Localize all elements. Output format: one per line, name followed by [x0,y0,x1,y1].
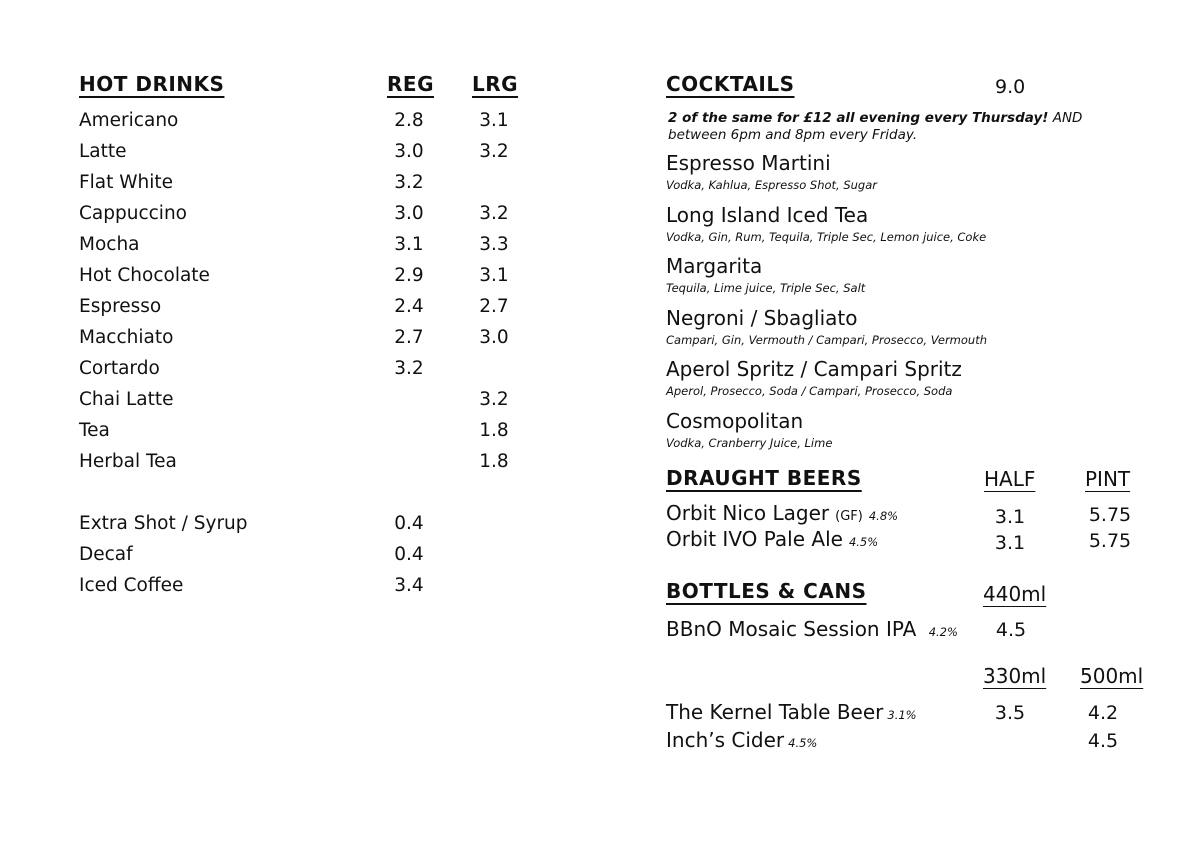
menu-item-name: Tea [79,420,110,441]
size-440ml-heading: 440ml [983,582,1047,606]
list-item [666,527,878,551]
item-name: Inch’s Cider [666,728,785,752]
list-item [666,501,898,525]
cocktail-ingredients: Vodka, Gin, Rum, Tequila, Triple Sec, Lemon juice, Coke [666,229,987,244]
extra-item-name: Extra Shot / Syrup [79,513,248,534]
cocktails-promo [668,110,1138,144]
cocktail-name: Espresso Martini [666,151,831,175]
list-item [666,728,817,752]
extra-item-price: 0.4 [394,544,424,565]
item-price-half: 3.1 [994,532,1026,554]
cocktail-name: Long Island Iced Tea [666,202,869,227]
extra-item-name: Iced Coffee [79,575,184,596]
item-price-pint: 5.75 [1088,504,1132,526]
cocktail-ingredients: Tequila, Lime juice, Triple Sec, Salt [666,281,866,295]
menu-item-name: Americano [79,110,179,131]
menu-item-reg-price: 2.7 [394,327,424,348]
menu-item-lrg-price: 3.3 [479,234,509,255]
extra-item-price: 3.4 [394,575,424,596]
item-name: BBnO Mosaic Session IPA [666,617,917,641]
hot-drinks-heading: HOT DRINKS [79,72,225,96]
menu-item-reg-price: 2.4 [394,296,424,317]
item-price-330ml: 3.5 [994,702,1026,724]
menu-item-lrg-price: 3.1 [479,265,509,286]
item-abv: 4.5% [848,535,879,549]
menu-item-reg-price: 2.9 [394,265,424,286]
pint-column-heading: PINT [1085,467,1131,491]
menu-item-name: Latte [79,141,127,162]
menu-item-reg-price: 3.0 [394,141,424,162]
size-330ml-heading: 330ml [983,664,1047,688]
cocktail-name: Aperol Spritz / Campari Spritz [666,357,962,381]
item-abv: 3.1% [887,708,917,722]
menu-item-name: Chai Latte [79,389,174,410]
cocktail-name: Margarita [666,254,763,278]
menu-item-lrg-price: 3.2 [479,203,509,224]
promo-highlight: 2 of the same for £12 all evening every Thursday! [668,110,1049,126]
menu-item-name: Flat White [79,172,174,193]
item-abv: 4.2% [928,625,958,639]
draught-beers-heading: DRAUGHT BEERS [666,466,862,490]
bottles-cans-heading: BOTTLES & CANS [666,579,867,603]
extra-item-name: Decaf [79,544,133,565]
item-price-440ml: 4.5 [995,619,1027,641]
size-500ml-heading: 500ml [1080,664,1144,688]
reg-column-heading: REG [387,72,434,96]
menu-item-lrg-price: 3.2 [479,141,509,162]
item-name: Orbit Nico Lager [666,501,830,525]
menu-item-lrg-price: 1.8 [479,420,509,441]
promo-rest: AND between 6pm and 8pm every Friday. [668,110,1083,143]
menu-item-reg-price: 3.2 [394,358,424,379]
list-item [666,617,958,641]
menu-item-name: Espresso [79,296,162,317]
menu-item-name: Herbal Tea [79,451,177,472]
menu-item-name: Cappuccino [79,203,187,224]
lrg-column-heading: LRG [472,72,519,96]
item-price-500ml: 4.2 [1087,702,1119,724]
list-item [666,700,917,724]
item-name: The Kernel Table Beer [666,700,884,724]
cocktail-name: Cosmopolitan [666,408,804,433]
menu-item-name: Mocha [79,234,140,255]
half-column-heading: HALF [984,467,1036,491]
item-abv: 4.5% [788,736,818,750]
menu-item-lrg-price: 3.2 [479,389,509,410]
gluten-free-badge: (GF) [835,509,863,524]
item-price-500ml: 4.5 [1087,730,1119,752]
menu-item-name: Macchiato [79,327,174,348]
menu-item-name: Cortardo [79,358,160,379]
cocktails-heading: COCKTAILS [666,72,795,96]
menu-item-reg-price: 3.0 [394,203,424,224]
menu-item-lrg-price: 2.7 [479,296,509,317]
item-price-half: 3.1 [994,506,1026,528]
extra-item-price: 0.4 [394,513,424,534]
menu-item-reg-price: 2.8 [394,110,424,131]
cocktail-ingredients: Vodka, Cranberry Juice, Lime [666,435,833,450]
item-price-pint: 5.75 [1088,530,1132,552]
menu-item-lrg-price: 1.8 [479,451,509,472]
menu-item-reg-price: 3.1 [394,234,424,255]
item-abv: 4.8% [868,509,899,523]
cocktail-ingredients: Campari, Gin, Vermouth / Campari, Prosecco, Vermouth [666,332,988,347]
cocktails-price: 9.0 [995,76,1026,98]
menu-item-reg-price: 3.2 [394,172,424,193]
cocktail-name: Negroni / Sbagliato [666,305,858,330]
menu-item-lrg-price: 3.1 [479,110,509,131]
menu-item-name: Hot Chocolate [79,265,210,286]
cocktail-ingredients: Vodka, Kahlua, Espresso Shot, Sugar [666,178,877,192]
item-name: Orbit IVO Pale Ale [666,527,843,551]
cocktail-ingredients: Aperol, Prosecco, Soda / Campari, Prosecco, Soda [666,384,953,398]
menu-item-lrg-price: 3.0 [479,327,509,348]
